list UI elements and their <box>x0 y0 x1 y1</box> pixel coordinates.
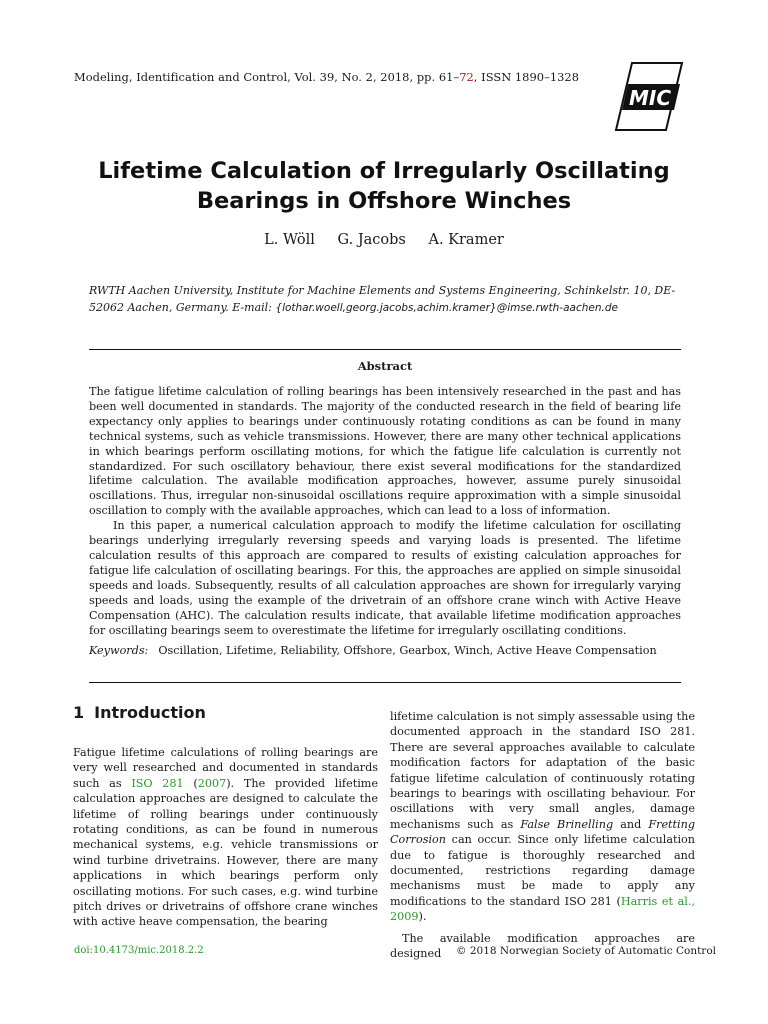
right-column <box>390 709 695 962</box>
keywords <box>89 644 681 657</box>
abstract-body <box>89 385 681 638</box>
abstract-top-rule <box>89 349 681 350</box>
left-column <box>73 745 378 930</box>
right-text-3: ). <box>418 910 427 924</box>
author-2: G. Jacobs <box>337 232 406 248</box>
abstract-heading: Abstract <box>357 359 413 373</box>
mic-logo <box>614 60 684 132</box>
author-email[interactable]: {lothar.woell,georg.jacobs,achim.kramer}@imse.rwth-aachen.de <box>275 301 618 314</box>
right-text-and: and <box>613 817 649 831</box>
left-text-3: ). The provided lifetime calculation approaches are designed to calculate the lifetime of rolling bearings under continuously rotating conditions, as can be found in numerous mechanical systems, e.g. vehicle transmissions or wind turbine drivetrains. However, there are many applications in which bearings perform only oscillating motions. For such cases, e.g. wind turbine pitch drives or drivetrains of offshore crane winches with active heave compensation, the bearing <box>73 776 378 929</box>
right-paragraph-2: The available modification approaches are designed <box>390 931 695 961</box>
doi-link[interactable]: doi:10.4173/mic.2018.2.2 <box>74 945 204 956</box>
logo-text: MIC <box>628 86 672 110</box>
copyright: © 2018 Norwegian Society of Automatic Control <box>456 945 717 957</box>
citation-harris[interactable]: Harris et al., 2009 <box>390 894 695 924</box>
journal-suffix: , ISSN 1890–1328 <box>473 70 580 84</box>
left-text-2: ( <box>183 776 198 790</box>
section-number: 1 <box>73 703 85 722</box>
affiliation <box>89 283 681 316</box>
author-1: L. Wöll <box>264 232 315 248</box>
abstract-bottom-rule <box>89 682 681 683</box>
keywords-label: Keywords: <box>89 644 149 657</box>
section-heading <box>73 703 206 722</box>
section-title: Introduction <box>94 703 206 722</box>
author-list <box>84 232 684 248</box>
paper-title: Lifetime Calculation of Irregularly Oscillating Bearings in Offshore Winches <box>98 158 670 214</box>
left-paragraph <box>73 745 378 930</box>
author-3: A. Kramer <box>428 232 504 248</box>
right-text-2: can occur. Since only lifetime calculation due to fatigue is thoroughly researched and documented, restrictions regarding damage mechanisms must be made to apply any modifications to the standard ISO 281 ( <box>390 833 695 908</box>
keywords-text: Oscillation, Lifetime, Reliability, Offshore, Gearbox, Winch, Active Heave Compensation <box>158 644 657 657</box>
abstract-paragraph-1: The fatigue lifetime calculation of rolling bearings has been intensively researched in the past and has been well documented in standards. The majority of the conducted research in the field of bearing life expectancy only applies to bearings under continuously rotating conditions as can be found in many technical systems, such as vehicle transmissions. However, there are many other technical applications in which bearings perform oscillating motions, for which the fatigue life calculation is currently not standardized. For such oscillatory behaviour, there exist several modifications for the standardized lifetime calculation. The available modification approaches, however, assume purely sinusoidal oscillations. Thus, irregular non-sinusoidal oscillations require approximation with a simple sinusoidal oscillation to comply with the available approaches, which can lead to a loss of information. <box>89 385 681 518</box>
citation-2007[interactable]: 2007 <box>197 776 227 790</box>
right-text-1: lifetime calculation is not simply assessable using the documented approach in the standard ISO 281. There are several approaches available to calculate modification factors for adaptation of the basic fatigue lifetime calculation of continuously rotating bearings to bearings with oscillating behaviour. For oscillations with very small angles, damage mechanisms such as <box>390 710 695 831</box>
journal-prefix: Modeling, Identification and Control, Vol. 39, No. 2, 2018, pp. 61– <box>74 70 460 84</box>
abstract-paragraph-2: In this paper, a numerical calculation approach to modify the lifetime calculation for oscillating bearings underlying irregularly reversing speeds and varying loads is presented. The lifetime calculation results of this approach are compared to results of existing calculation approaches for fatigue life calculation of oscillating bearings. For this, the approaches are applied on simple sinusoidal speeds and loads. Subsequently, results of all calculation approaches are shown for irregularly varying speeds and loads, using the example of the drivetrain of an offshore crane winch with Active Heave Compensation (AHC). The calculation results indicate, that available lifetime modification approaches for oscillating bearings seem to overestimate the lifetime for irregularly oscillating conditions. <box>89 519 681 637</box>
affiliation-text: RWTH Aachen University, Institute for Machine Elements and Systems Engineering, Schinkelstr. 10, DE-52062 Aachen, Germany. E-mail: <box>89 284 676 314</box>
left-text-1: Fatigue lifetime calculations of rolling bearings are very well researched and documented in standards such as <box>73 746 378 790</box>
citation-iso281[interactable]: ISO 281 <box>131 776 184 790</box>
last-page-link[interactable]: 72 <box>459 70 474 84</box>
term-fretting-corrosion: Fretting Corrosion <box>390 817 695 847</box>
journal-citation <box>74 70 579 84</box>
right-paragraph-1 <box>390 709 695 925</box>
term-false-brinelling: False Brinelling <box>520 817 614 831</box>
